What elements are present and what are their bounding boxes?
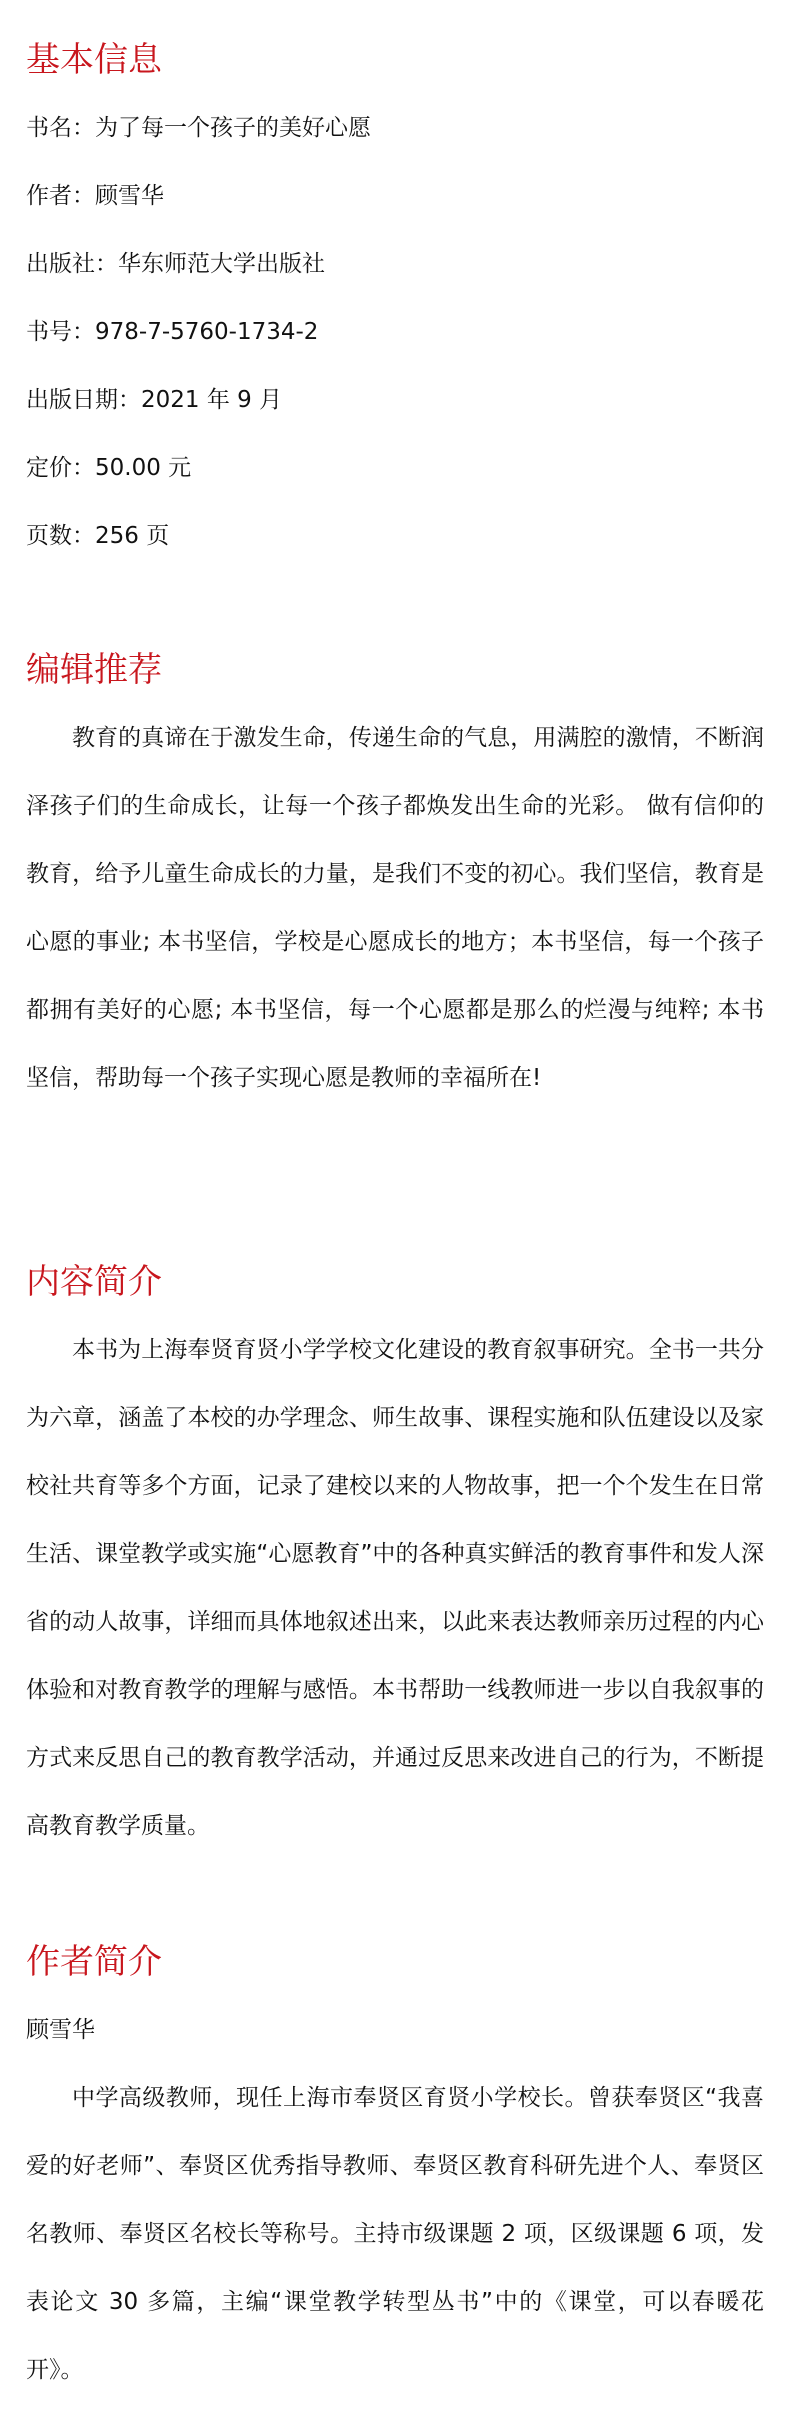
editor-recommend-section <box>26 640 764 1112</box>
author-intro-heading: 作者简介 <box>26 1942 162 1982</box>
author-name: 顾雪华 <box>26 2017 95 2043</box>
basic-info-section <box>26 30 764 570</box>
publisher-row: 出版社：华东师范大学出版社 <box>26 251 325 277</box>
basic-info-heading: 基本信息 <box>26 40 162 80</box>
editor-recommend-paragraph: 教育的真谛在于激发生命，传递生命的气息，用满腔的激情，不断润泽孩子们的生命成长，让每一个孩子都焕发出生命的光彩。 做有信仰的教育，给予儿童生命成长的力量，是我们不变的初心。我们坚信，教育是心愿的事业; 本书坚信，学校是心愿成长的地方；本书坚信，每一个孩子都拥有美好的心愿; 本书坚信，每一个心愿都是那么的烂漫与纯粹; 本书坚信，帮助每一个孩子实现心愿是教师的幸福所在! <box>26 725 764 1091</box>
author-intro-paragraph: 中学高级教师，现任上海市奉贤区育贤小学校长。曾获奉贤区“我喜爱的好老师”、奉贤区优秀指导教师、奉贤区教育科研先进个人、奉贤区名教师、奉贤区名校长等称号。主持市级课题 2 项，区级课题 6 项，发表论文 30 多篇，主编“课堂教学转型丛书”中的《课堂，可以春暖花开》。 <box>26 2085 764 2383</box>
book-title-row: 书名：为了每一个孩子的美好心愿 <box>26 115 371 141</box>
price-row: 定价：50.00 元 <box>26 455 192 481</box>
publish-date-row: 出版日期：2021 年 9 月 <box>26 387 283 413</box>
isbn-row: 书号：978-7-5760-1734-2 <box>26 319 319 345</box>
content-summary-heading: 内容简介 <box>26 1262 162 1302</box>
content-summary-paragraph: 本书为上海奉贤育贤小学学校文化建设的教育叙事研究。全书一共分为六章，涵盖了本校的办学理念、师生故事、课程实施和队伍建设以及家校社共育等多个方面，记录了建校以来的人物故事，把一个个发生在日常生活、课堂教学或实施“心愿教育”中的各种真实鲜活的教育事件和发人深省的动人故事，详细而具体地叙述出来，以此来表达教师亲历过程的内心体验和对教育教学的理解与感悟。本书帮助一线教师进一步以自我叙事的方式来反思自己的教育教学活动，并通过反思来改进自己的行为，不断提高教育教学质量。 <box>26 1337 764 1839</box>
author-intro-section <box>26 1932 764 2404</box>
author-row: 作者：顾雪华 <box>26 183 164 209</box>
page-count-row: 页数：256 页 <box>26 523 170 549</box>
content-summary-section <box>26 1252 764 1860</box>
editor-recommend-heading: 编辑推荐 <box>26 650 162 690</box>
